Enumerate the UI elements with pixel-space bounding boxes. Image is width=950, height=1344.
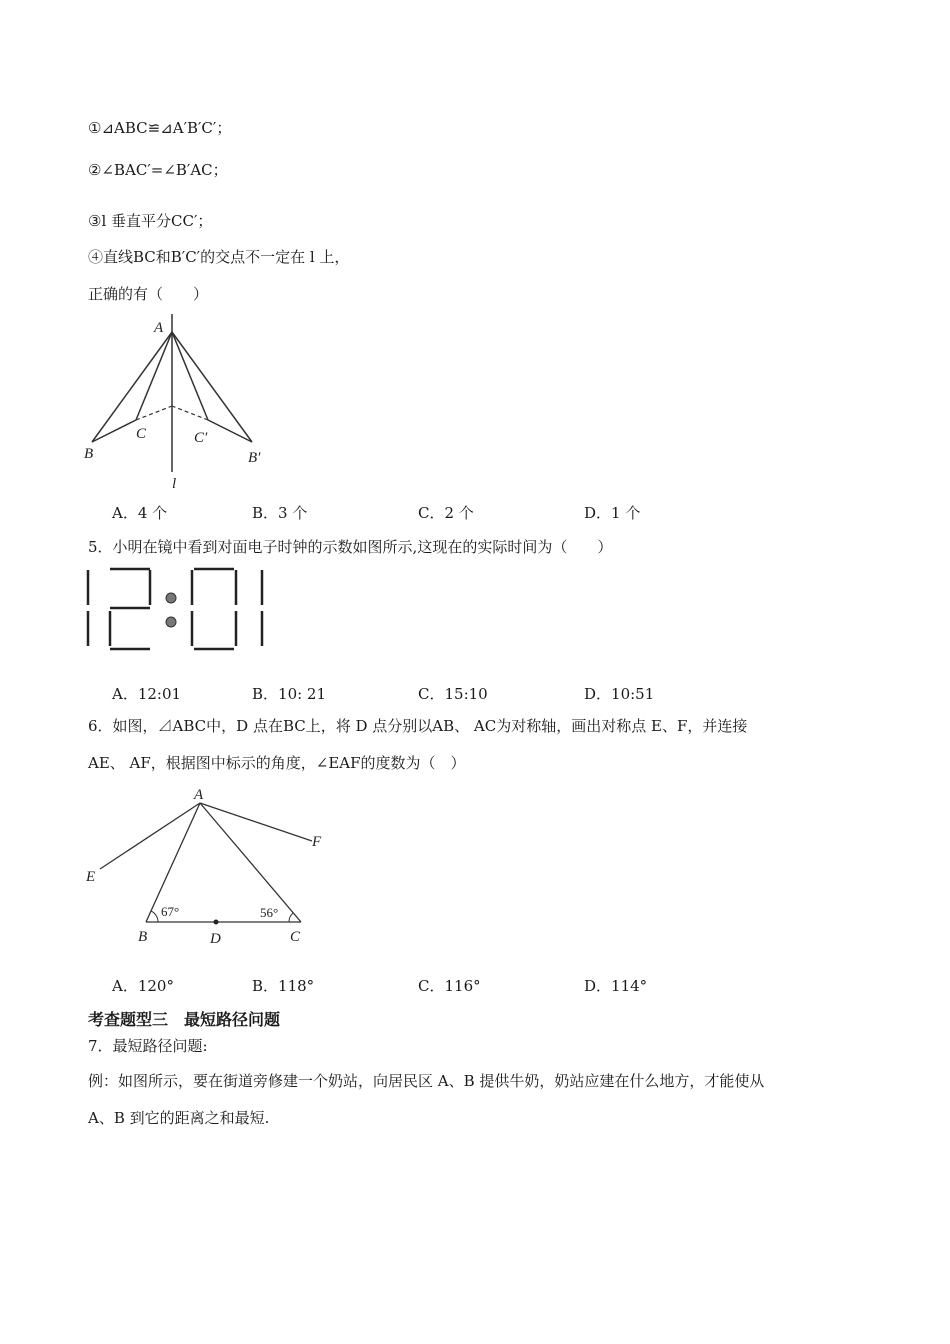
q6-option-b[interactable]: B．118°	[252, 977, 315, 995]
angle-C-value: 56°	[260, 905, 279, 920]
segment-AB2	[172, 332, 252, 442]
q6-option-c[interactable]: C．116°	[418, 977, 481, 995]
label-A: A	[194, 787, 204, 803]
label-B: B	[84, 446, 94, 462]
segment-BC	[92, 420, 136, 442]
segment-AC	[200, 803, 301, 922]
q5-text: 5．小明在镜中看到对面电子时钟的示数如图所示,这现在的实际时间为（ ）	[88, 538, 613, 556]
q4-prompt: 正确的有（ ）	[88, 285, 209, 303]
angle-arc-C	[289, 913, 293, 922]
segment-AC	[136, 332, 172, 420]
q6-figure	[82, 785, 332, 950]
q7-line-2: A、B 到它的距离之和最短.	[88, 1109, 270, 1127]
q4-statement-3: ③l 垂直平分CC′；	[88, 212, 213, 230]
q6-option-d[interactable]: D．114°	[584, 977, 648, 995]
section-heading: 考查题型三 最短路径问题	[88, 1010, 281, 1029]
q7-title: 7．最短路径问题:	[88, 1037, 208, 1055]
q5-clock-figure	[82, 565, 272, 655]
point-D	[214, 920, 219, 925]
label-D: D	[210, 931, 221, 947]
q4-statement-1: ①⊿ABC≌⊿A′B′C′；	[88, 119, 232, 137]
q5-option-d[interactable]: D．10:51	[584, 685, 655, 703]
q4-option-b[interactable]: B．3 个	[252, 504, 308, 522]
q5-option-b[interactable]: B．10: 21	[252, 685, 327, 703]
q6-option-a[interactable]: A．120°	[112, 977, 174, 995]
label-F: F	[312, 834, 322, 850]
q4-statement-2: ②∠BAC′=∠B′AC；	[88, 161, 228, 179]
label-C: C	[136, 426, 147, 442]
q4-figure	[80, 310, 280, 490]
label-C: C	[290, 929, 301, 945]
q5-option-a[interactable]: A．12:01	[112, 685, 182, 703]
q4-statement-4: ④直线BC和B′C′的交点不一定在 l 上，	[88, 248, 350, 266]
q6-line-2: AE、 AF，根据图中标示的角度，∠EAF的度数为（ ）	[88, 754, 466, 772]
q5-option-c[interactable]: C．15:10	[418, 685, 488, 703]
label-A: A	[154, 320, 164, 336]
segment-AB	[92, 332, 172, 442]
q7-line-1: 例：如图所示，要在街道旁修建一个奶站，向居民区 A、B 提供牛奶，奶站应建在什么地方，才能使从	[88, 1072, 765, 1090]
segment-B2C2	[208, 420, 252, 442]
angle-arc-B	[151, 911, 158, 922]
label-B-prime: B′	[248, 450, 261, 466]
label-B: B	[138, 929, 148, 945]
angle-B-value: 67°	[161, 904, 180, 919]
label-l: l	[172, 476, 177, 492]
label-E: E	[86, 869, 96, 885]
q4-option-a[interactable]: A．4 个	[112, 504, 168, 522]
segment-AC2	[172, 332, 208, 420]
q6-line-1: 6．如图，⊿ABC中，D 点在BC上，将 D 点分别以AB、 AC为对称轴，画出对称点 E、F，并连接	[88, 717, 748, 735]
q4-option-c[interactable]: C．2 个	[418, 504, 474, 522]
q4-option-d[interactable]: D．1 个	[584, 504, 641, 522]
label-C-prime: C′	[194, 430, 208, 446]
